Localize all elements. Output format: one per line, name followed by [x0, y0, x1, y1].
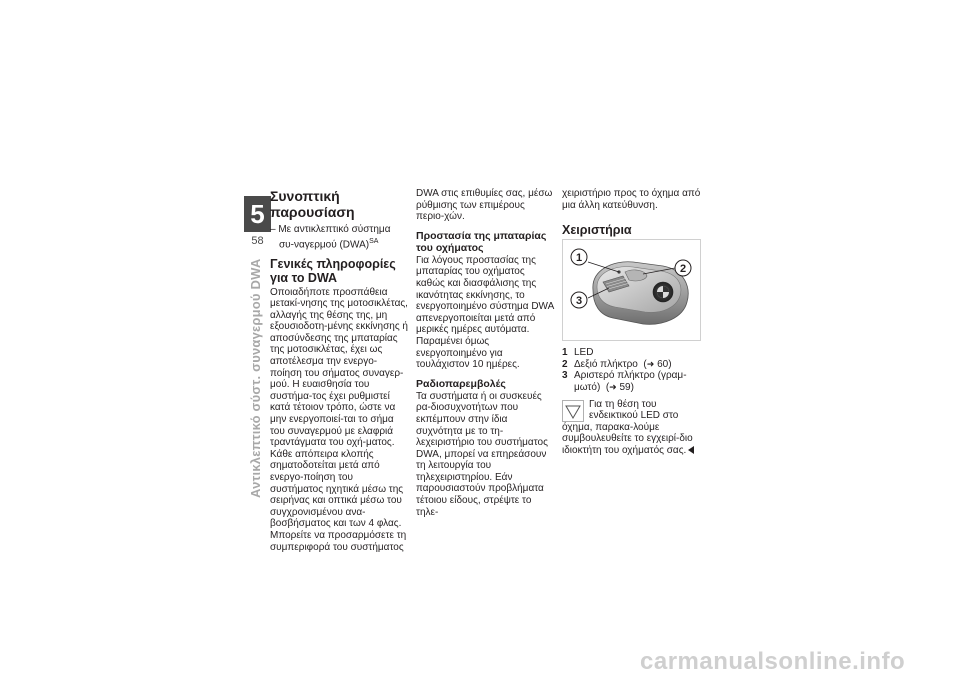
note-text: Για τη θέση του ενδεικτικού LED στο όχημα, παρακα-λούμε συμβουλευθείτε το εγχειρί-διο ιδιοκτήτη του οχήματός σας. — [562, 398, 693, 456]
column-1 — [270, 188, 408, 553]
chapter-number: 5 — [244, 196, 271, 232]
interference-text: Τα συστήματα ή οι συσκευές ρα-διοσυχνοτήτων που εκπέμπουν στην ίδια συχνότητα με το τη-λεχειριστήριο του συστήματος DWA, μπορεί να επηρεάσουν τη λειτουργία του τηλεχειριστηρίου. Εάν παρουσιαστούν προβλήματα τέτοιου είδους, στρέψτε το τηλε- — [416, 390, 548, 518]
callout-1: 1 — [575, 252, 583, 265]
legend-number: 2 — [562, 358, 568, 370]
column-2 — [416, 188, 554, 518]
battery-heading: Προστασία της μπαταρίας του οχήματος — [416, 229, 547, 254]
controls-heading: Χειριστήρια — [562, 223, 632, 238]
end-of-section-icon — [688, 446, 694, 454]
continuation-text-3: χειριστήριο προς το όχημα από μια άλλη κατεύθυνση. — [562, 188, 701, 211]
note-block — [562, 399, 706, 457]
legend-item — [562, 359, 706, 371]
page-ref[interactable]: 60 — [657, 358, 669, 370]
watermark: carmanualsonline.info — [640, 648, 906, 675]
column-3 — [562, 188, 706, 457]
equipment-note-text: – Με αντικλεπτικό σύστημα συ-ναγερμού (DWA) — [270, 224, 391, 250]
page-ref-arrow-icon: ➜ — [646, 358, 655, 369]
remote-control-figure — [562, 239, 701, 341]
equipment-note — [270, 224, 408, 251]
page-number: 58 — [251, 235, 264, 247]
chapter-tab — [244, 190, 271, 498]
legend-text: Αριστερό πλήκτρο (γραμ-μωτό) — [574, 370, 687, 393]
remote-control-illustration — [563, 240, 700, 340]
interference-heading: Ραδιοπαρεμβολές — [416, 377, 506, 390]
legend-number: 3 — [562, 370, 568, 382]
section-title: Συνοπτική παρουσίαση — [270, 188, 355, 220]
chapter-title-vertical: Αντικλεπτικό σύστ. συναγερμού DWA — [248, 258, 263, 498]
legend-text: LED — [574, 347, 594, 359]
note-triangle-icon — [562, 400, 584, 422]
legend-number: 1 — [562, 347, 568, 359]
page-ref[interactable]: 59 — [619, 381, 631, 393]
callout-2: 2 — [679, 263, 687, 276]
continuation-text: DWA στις επιθυμίες σας, μέσω ρύθμισης των επιμέρους περιο-χών. — [416, 188, 553, 223]
page-ref-arrow-icon: ➜ — [609, 381, 617, 392]
callout-3: 3 — [575, 295, 583, 308]
legend — [562, 347, 706, 393]
battery-text: Για λόγους προστασίας της μπαταρίας του οχήματος καθώς και διασφάλισης της ικανότητας εκκίνησης, το ενεργοποιημένο σύστημα DWA απενεργοποιείται μετά από μερικές ημέρες αυτόματα. Παραμένει όμως ενεργοποιημένο για τουλάχιστον 10 ημέρες. — [416, 254, 554, 371]
equipment-sup: SA — [369, 237, 379, 245]
legend-text-with-ref: Αριστερό πλήκτρο (γραμ-μωτό) (➜ 59) — [574, 370, 687, 393]
general-info-text: Οποιαδήποτε προσπάθεια μετακί-νησης της μοτοσικλέτας, αλλαγής της θέσης της, μη εξουσιοδοτη-μένης εκκίνησης ή αποσύνδεσης της μπαταρίας της μοτοσικλέτας, έχει ως αποτέλεσμα την ενεργο-ποίηση του σήματος συναγερ-μού. Η ευαισθησία του συστήμα-τος έχει ρυθμιστεί κατά τέτοιον τρόπο, ώστε να μην ενεργοποιεί-ται το σήμα του συναγερμού με ελαφριά τραντάγματα του οχή-ματος. Κάθε απόπειρα κλοπής σηματοδοτείται μετά από ενεργο-ποίηση του συστήματος ηχητικά μέσω της σειρήνας και οπτικά μέσω του συγχρονισμένου ανα-βοσβήσματος και των 4 φλας. Μπορείτε να προσαρμόσετε τη συμπεριφορά του συστήματος — [270, 286, 408, 553]
legend-text-with-ref: Δεξιό πλήκτρο (➜ 60) — [574, 358, 672, 370]
legend-item — [562, 370, 706, 393]
legend-text: Δεξιό πλήκτρο — [574, 358, 638, 370]
general-info-heading: Γενικές πληροφορίες για το DWA — [270, 256, 396, 285]
legend-item — [562, 347, 706, 359]
